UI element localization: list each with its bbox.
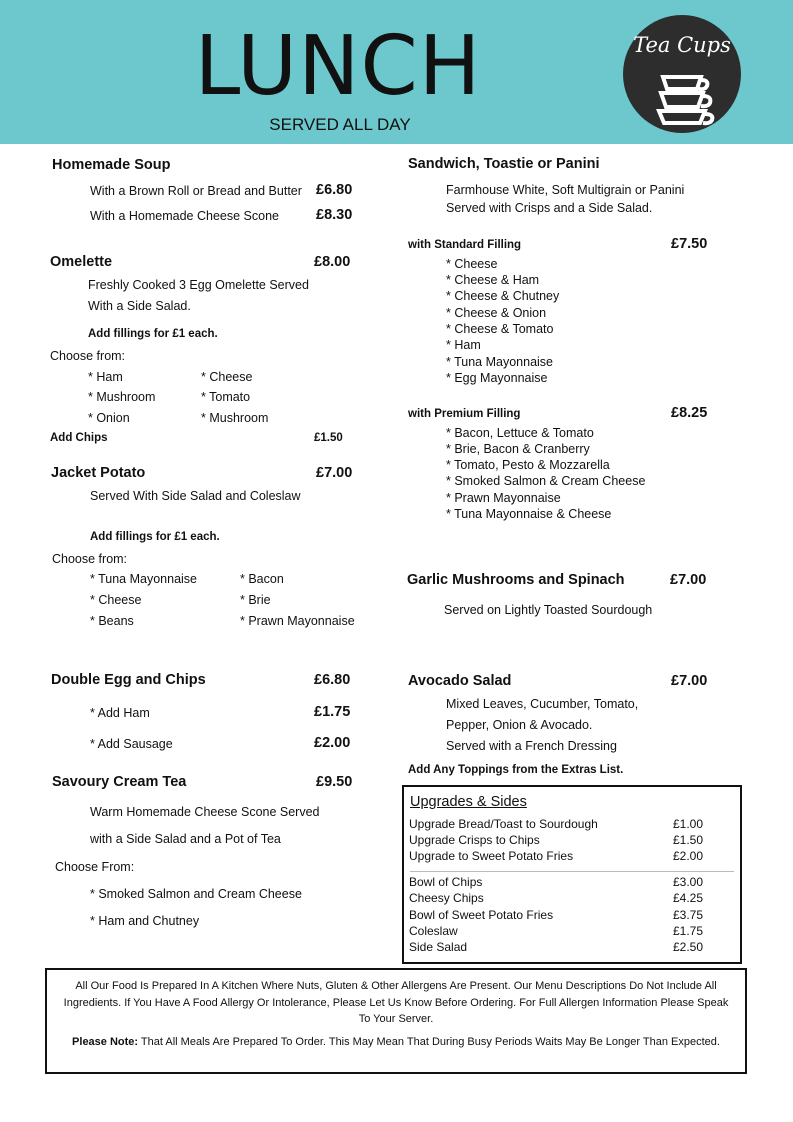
egg-chips-addon-label: * Add Ham — [90, 706, 150, 720]
cream-tea-desc: with a Side Salad and a Pot of Tea — [90, 832, 281, 846]
premium-filling-item: * Bacon, Lettuce & Tomato — [446, 426, 594, 440]
sandwich-desc: Served with Crisps and a Side Salad. — [446, 201, 653, 215]
premium-filling-item: * Tuna Mayonnaise & Cheese — [446, 507, 612, 521]
upgrade-price: £2.00 — [673, 849, 704, 863]
cream-tea-option: * Ham and Chutney — [90, 914, 200, 928]
avocado-salad-desc: Pepper, Onion & Avocado. — [446, 718, 593, 732]
soup-option-label: With a Homemade Cheese Scone — [90, 209, 279, 223]
omelette-filling: * Mushroom — [201, 411, 269, 425]
teacup-stack-icon — [623, 15, 741, 133]
side-label: Cheesy Chips — [409, 891, 484, 905]
standard-filling-item: * Cheese & Ham — [446, 273, 540, 287]
omelette-desc: Freshly Cooked 3 Egg Omelette Served — [88, 278, 309, 292]
standard-filling-item: * Ham — [446, 338, 481, 352]
page-title: LUNCH — [194, 19, 482, 114]
soup-option-price: £6.80 — [316, 182, 353, 198]
standard-filling-item: * Cheese & Onion — [446, 306, 547, 320]
jacket-filling: * Bacon — [240, 572, 284, 586]
premium-filling-label: with Premium Filling — [408, 408, 521, 420]
upgrades-divider — [410, 871, 734, 872]
soup-title: Homemade Soup — [52, 157, 171, 173]
sandwich-desc: Farmhouse White, Soft Multigrain or Panini — [446, 183, 685, 197]
please-note-label: Please Note: — [72, 1036, 139, 1048]
premium-filling-item: * Prawn Mayonnaise — [446, 491, 561, 505]
jacket-choose-label: Choose from: — [52, 552, 128, 566]
omelette-price: £8.00 — [314, 254, 351, 270]
side-price: £1.75 — [673, 924, 704, 938]
avocado-salad-price: £7.00 — [671, 673, 708, 689]
omelette-filling: * Onion — [88, 411, 130, 425]
cream-tea-choose-label: Choose From: — [55, 860, 135, 874]
jacket-filling: * Cheese — [90, 593, 142, 607]
omelette-filling: * Tomato — [201, 390, 251, 404]
standard-filling-item: * Cheese & Tomato — [446, 322, 554, 336]
allergen-text: All Our Food Is Prepared In A Kitchen Where Nuts, Gluten & Other Allergens Are Present. Our Menu Descriptions Do Not Include All Ingredients. If You Have A Food Allergy Or Intolerance, Please Let Us Know Before Ordering. For Full Allergen Information Please Speak To Your Server. — [63, 980, 729, 1025]
omelette-title: Omelette — [50, 254, 113, 270]
garlic-mushrooms-price: £7.00 — [670, 572, 707, 588]
premium-filling-item: * Smoked Salmon & Cream Cheese — [446, 474, 646, 488]
jacket-filling: * Prawn Mayonnaise — [240, 614, 355, 628]
soup-option-label: With a Brown Roll or Bread and Butter — [90, 184, 302, 198]
side-label: Bowl of Chips — [409, 875, 483, 889]
side-label: Coleslaw — [409, 924, 458, 938]
standard-filling-item: * Cheese & Chutney — [446, 289, 560, 303]
omelette-desc: With a Side Salad. — [88, 299, 191, 313]
standard-filling-item: * Tuna Mayonnaise — [446, 355, 554, 369]
premium-filling-item: * Brie, Bacon & Cranberry — [446, 442, 590, 456]
standard-filling-item: * Egg Mayonnaise — [446, 371, 548, 385]
please-note-text: That All Meals Are Prepared To Order. This May Mean That During Busy Periods Waits May Be Longer Than Expected. — [138, 1036, 720, 1048]
standard-filling-label: with Standard Filling — [408, 239, 522, 251]
cream-tea-desc: Warm Homemade Cheese Scone Served — [90, 805, 320, 819]
soup-option-price: £8.30 — [316, 207, 353, 223]
upgrade-label: Upgrade to Sweet Potato Fries — [409, 849, 574, 863]
upgrade-price: £1.00 — [673, 817, 704, 831]
upgrades-title: Upgrades & Sides — [410, 794, 527, 810]
side-label: Bowl of Sweet Potato Fries — [409, 908, 554, 922]
egg-chips-title: Double Egg and Chips — [51, 672, 206, 688]
omelette-filling: * Cheese — [201, 370, 253, 384]
jacket-filling: * Tuna Mayonnaise — [90, 572, 198, 586]
avocado-salad-desc: Served with a French Dressing — [446, 739, 617, 753]
add-chips-label: Add Chips — [50, 432, 108, 444]
premium-filling-item: * Tomato, Pesto & Mozzarella — [446, 458, 610, 472]
jacket-filling: * Beans — [90, 614, 134, 628]
side-label: Side Salad — [409, 940, 468, 954]
cream-tea-price: £9.50 — [316, 774, 353, 790]
side-price: £3.75 — [673, 908, 704, 922]
tea-cups-logo — [623, 15, 741, 133]
jacket-potato-desc: Served With Side Salad and Coleslaw — [90, 489, 301, 503]
side-price: £2.50 — [673, 940, 704, 954]
garlic-mushrooms-desc: Served on Lightly Toasted Sourdough — [444, 603, 653, 617]
egg-chips-addon-label: * Add Sausage — [90, 737, 173, 751]
omelette-filling: * Mushroom — [88, 390, 156, 404]
omelette-choose-label: Choose from: — [50, 349, 126, 363]
jacket-potato-price: £7.00 — [316, 465, 353, 481]
upgrade-price: £1.50 — [673, 833, 704, 847]
jacket-fillings-note: Add fillings for £1 each. — [90, 531, 220, 543]
jacket-potato-title: Jacket Potato — [51, 465, 146, 481]
omelette-fillings-note: Add fillings for £1 each. — [88, 328, 218, 340]
avocado-salad-title: Avocado Salad — [408, 673, 512, 689]
add-chips-price: £1.50 — [314, 432, 343, 444]
egg-chips-price: £6.80 — [314, 672, 351, 688]
sandwich-title: Sandwich, Toastie or Panini — [408, 156, 600, 172]
avocado-salad-desc: Mixed Leaves, Cucumber, Tomato, — [446, 697, 639, 711]
upgrade-label: Upgrade Crisps to Chips — [409, 833, 540, 847]
logo-text: Tea Cups — [633, 33, 731, 57]
side-price: £4.25 — [673, 891, 704, 905]
cream-tea-title: Savoury Cream Tea — [52, 774, 187, 790]
please-note-paragraph — [63, 1034, 729, 1051]
standard-filling-price: £7.50 — [671, 236, 708, 252]
side-price: £3.00 — [673, 875, 704, 889]
page-subtitle: SERVED ALL DAY — [269, 115, 411, 134]
toppings-note: Add Any Toppings from the Extras List. — [408, 764, 624, 776]
allergen-notice-box — [45, 968, 747, 1074]
omelette-filling: * Ham — [88, 370, 123, 384]
egg-chips-addon-price: £2.00 — [314, 735, 351, 751]
premium-filling-price: £8.25 — [671, 405, 708, 421]
jacket-filling: * Brie — [240, 593, 271, 607]
standard-filling-item: * Cheese — [446, 257, 498, 271]
egg-chips-addon-price: £1.75 — [314, 704, 351, 720]
upgrades-sides-box — [402, 785, 742, 964]
cream-tea-option: * Smoked Salmon and Cream Cheese — [90, 887, 302, 901]
garlic-mushrooms-title: Garlic Mushrooms and Spinach — [407, 572, 625, 588]
header-banner — [0, 0, 793, 144]
upgrade-label: Upgrade Bread/Toast to Sourdough — [409, 817, 598, 831]
